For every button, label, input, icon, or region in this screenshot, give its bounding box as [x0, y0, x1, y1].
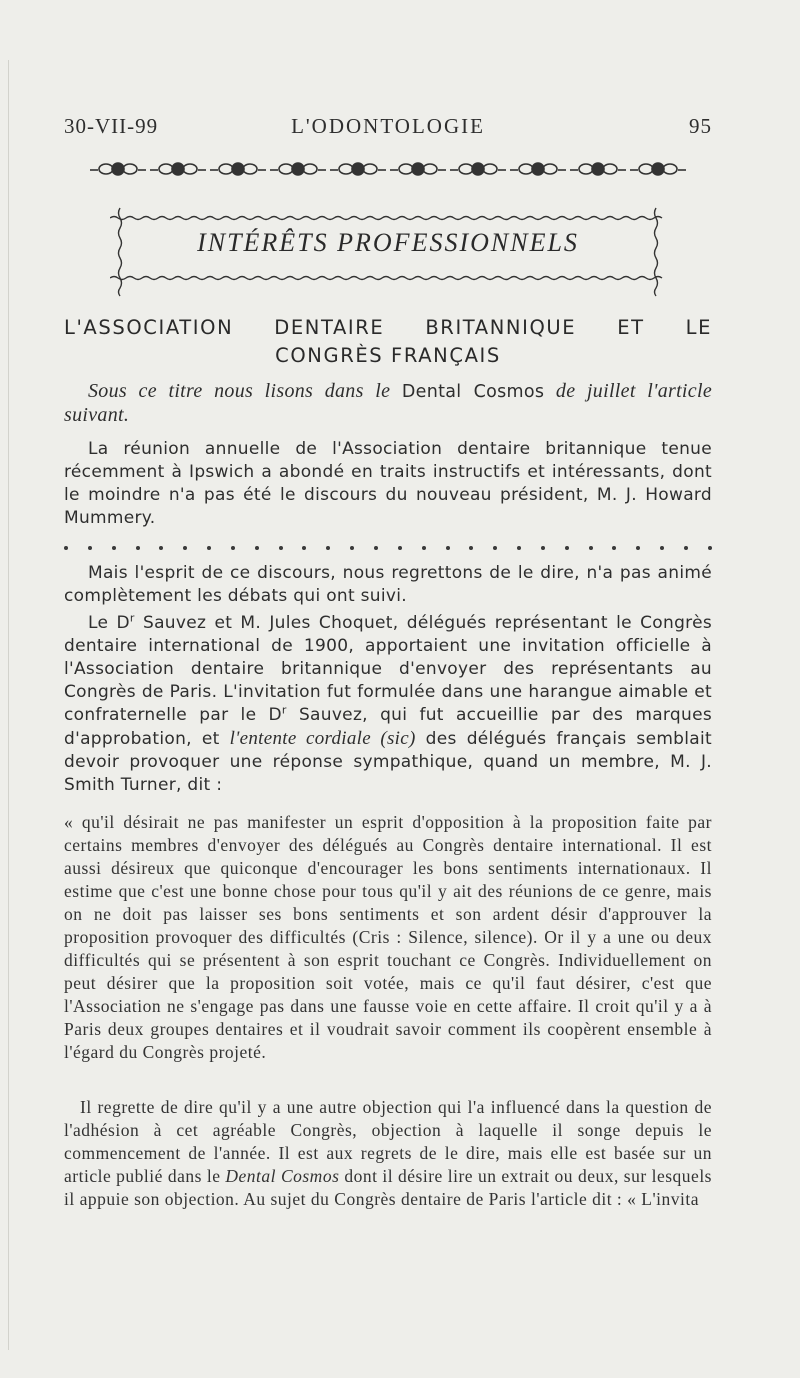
quote2-journal-name: Dental Cosmos: [225, 1166, 340, 1186]
intro-text-a: Sous ce titre nous lisons dans le: [88, 380, 391, 402]
quotation-1-text: « qu'il désirait ne pas manifester un esprit d'opposition à la proposition faite par certains membres d'envoyer des délégués au Congrès dentaire international. Il est aussi désireux que quiconque d'encourager les bons sentiments internationaux. Il estime que c'est une bonne chose pour tous qu'il y ait des réunions de ce genre, mais on ne doit pas laisser ses bons sentiments et son ardent désir d'approuver la proposition provoquer des difficultés (Cris : Silence, silence). Or il y a une ou deux difficultés qui se présentent à son esprit touchant ce Congrès. Individuellement on peut désirer que la proposition soit votée, mais ce qu'il faut désirer, c'est que l'Association ne s'engage pas dans une fausse voie en cette affaire. Il croit qu'il y a à Paris deux groupes dentaires et il voudrait savoir comment ils coopèrent ensemble à l'égard du Congrès projeté.: [64, 812, 712, 1062]
para3-text-d: des délégués français semblait devoir provoquer une réponse sympathique, quand un membre, M. J. Smith Turner, dit :: [64, 729, 713, 795]
ornament-band-icon: [88, 158, 692, 180]
section-header-frame: [110, 200, 666, 306]
intro-journal-name: Dental Cosmos: [401, 382, 545, 402]
ellipsis-dot-row: [64, 540, 712, 556]
quote2-text-b: dont il désire lire un extrait ou deux, sur lesquels il appuie son objection. Au sujet du Congrès dentaire de Paris l'article dit : « L'invita: [64, 1166, 712, 1209]
paragraph-2: [64, 562, 712, 608]
para3-text-b: Sauvez et M. Jules Choquet, délégués représentant le Congrès dentaire international de 1900, apportaient une invitation officielle à l'Association dentaire britannique d'envoyer des représentants au Congrès de Paris. L'invitation fut formulée dans une harangue aimable et confraternelle par le D: [64, 613, 713, 725]
paragraph-3: [64, 612, 712, 797]
intro-text-b: de juillet l'article suivant.: [64, 380, 712, 426]
article-title: [64, 314, 712, 370]
section-title: INTÉRÊTS PROFESSIONNELS: [197, 228, 579, 257]
journal-name: L'ODONTOLOGIE: [291, 114, 485, 138]
para3-text-c: Sauvez, qui fut accueillie par des marques d'approbation, et: [64, 705, 712, 749]
article-title-line-1: L'ASSOCIATION DENTAIRE BRITANNIQUE ET LE: [64, 316, 712, 339]
paragraph-2-text: Mais l'esprit de ce discours, nous regrettons de le dire, n'a pas animé complètement les débats qui ont suivi.: [64, 563, 712, 606]
paragraph-1-text: La réunion annuelle de l'Association dentaire britannique tenue récemment à Ipswich a abondé en traits instructifs et intéressants, dont le moindre n'a pas été le discours du nouveau président, M. J. Howard Mummery.: [64, 439, 712, 528]
issue-date: 30-VII-99: [64, 114, 159, 138]
article-title-line-2: CONGRÈS FRANÇAIS: [275, 344, 501, 367]
para3-text-a: Le D: [88, 613, 130, 633]
page-number: 95: [689, 114, 712, 138]
paragraph-1: [64, 438, 712, 530]
intro-paragraph: [64, 380, 712, 427]
para3-sup-1: r: [129, 611, 135, 625]
running-head: [64, 114, 712, 144]
page-edge: [8, 60, 9, 1350]
para3-italic-phrase: l'entente cordiale (sic): [229, 728, 416, 749]
quote2-text-a: Il regrette de dire qu'il y a une autre objection qui l'a influencé dans la question de l'adhésion à cet agréable Congrès, objection à laquelle il songe depuis le commencement de l'année. Il est aux regrets de le dire, mais elle est basée sur un article publié dans le: [64, 1097, 712, 1186]
para3-sup-2: r: [281, 703, 287, 717]
quotation-paragraph-1: [64, 811, 712, 1064]
quotation-paragraph-2: [64, 1096, 712, 1211]
